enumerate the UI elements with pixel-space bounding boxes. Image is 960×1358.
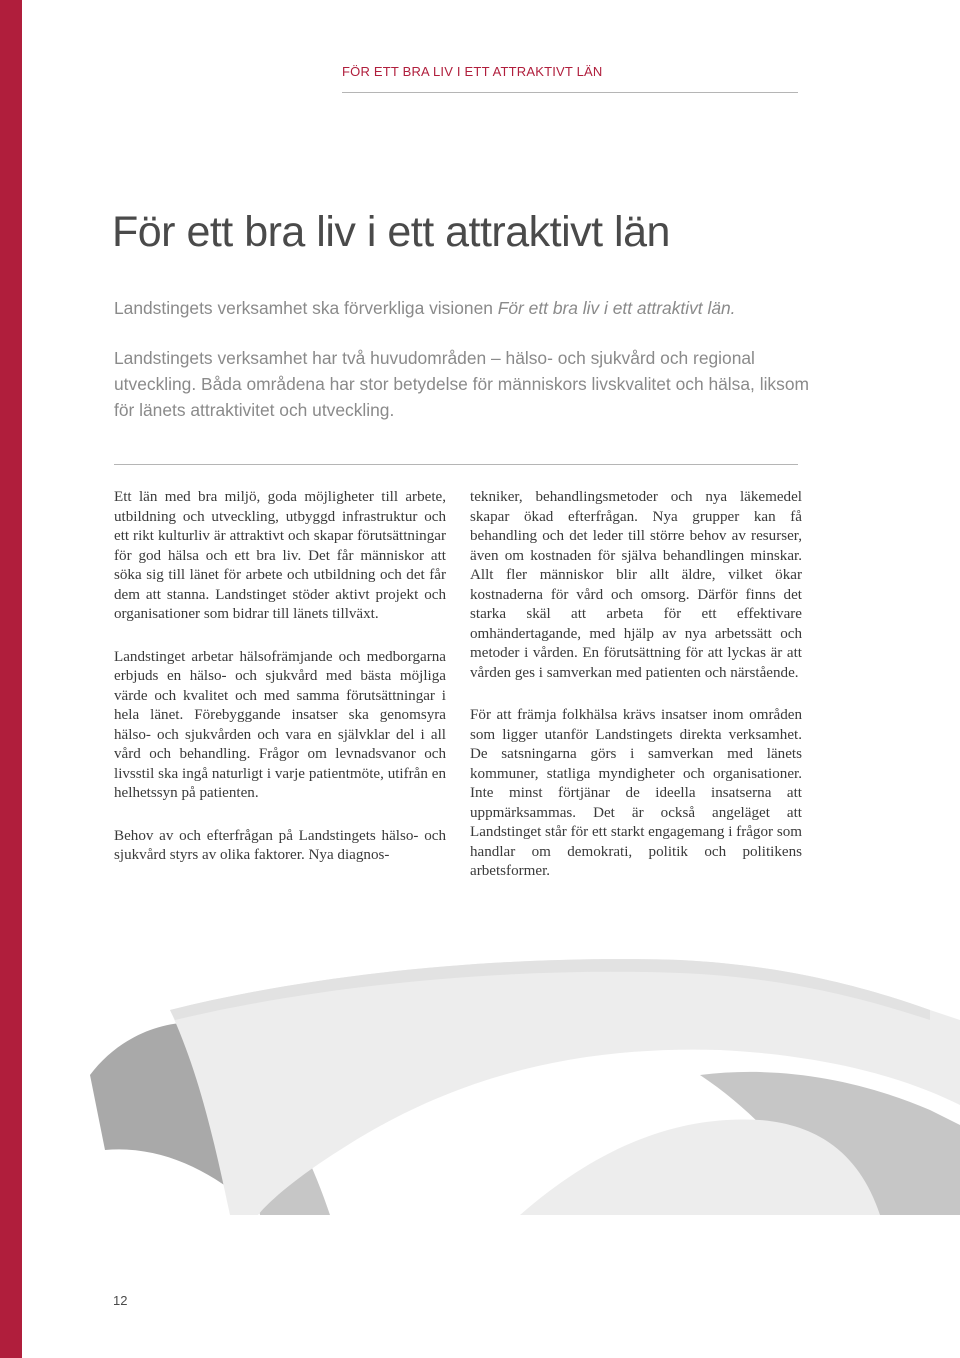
page-number: 12	[113, 1293, 128, 1308]
lead-paragraph-1	[114, 295, 814, 321]
body-paragraph: Landstinget arbetar hälsofrämjande och medborgarna erbjuds en hälso- och sjukvård med bästa möjliga värde och kvalitet och med samma förutsättningar i hela länet. Förebyggande insatser ska genomsyra hälso- och sjukvården och vara en självklar del i all vård och behandling. Frågor om levnadsvanor och livsstil ska ingå naturligt i varje patientmöte, utifrån en helhetssyn på patienten.	[114, 648, 446, 801]
body-column-right	[470, 488, 802, 905]
body-paragraph: tekniker, behandlingsmetoder och nya läkemedel skapar ökad efterfrågan. Nya grupper kan få behandling och det leder till större behov av resurser, även om kostnaden för själva behandlingen minskar. Allt fler människor blir allt äldre, vilket ökar kostnaderna för vård och omsorg. Därför finns det starka skäl att arbeta för ett effektivare omhändertagande, med hjälp av nya arbetssätt och metoder i vården. En förutsättning för att lyckas är att vården ges i samverkan med patienten och närstående.	[470, 489, 802, 681]
body-paragraph: Behov av och efterfrågan på Landstingets hälso- och sjukvård styrs av olika faktorer. Nya diagnos-	[114, 827, 446, 863]
lead-paragraph-2: Landstingets verksamhet har två huvudområden – hälso- och sjukvård och regional utveckling. Båda områdena har stor betydelse för människors livskvalitet och hälsa, liksom för länets attraktivitet och utveckling.	[114, 348, 809, 420]
vision-quote: För ett bra liv i ett attraktivt län.	[497, 298, 736, 318]
body-paragraph: För att främja folkhälsa krävs insatser inom områden som ligger utanför Landstingets direkta verksamhet. De satsningarna görs i samverkan med länets kommuner, statliga myndigheter och organisationer. Inte minst förtjänar de ideella insatserna att uppmärksammas. Det är också angeläget att Landstinget står för ett starkt engagemang i frågor som handlar om demokrati, politik och politikens arbetsformer.	[470, 707, 802, 879]
page-title: För ett bra liv i ett attraktivt län	[112, 208, 670, 256]
body-paragraph: Ett län med bra miljö, goda möjligheter till arbete, utbildning och utveckling, utbyggd infrastruktur och ett rikt kulturliv är attraktivt och skapar förutsättningar för god hälsa och ett bra liv. Det får människor att söka sig till länet för arbete och utbildning och det får dem att stanna. Landstinget stöder aktivt projekt och organisationer som bidrar till länets tillväxt.	[114, 489, 446, 622]
running-header: FÖR ETT BRA LIV I ETT ATTRAKTIVT LÄN	[342, 64, 603, 79]
body-column-left	[114, 488, 446, 889]
header-divider	[342, 92, 798, 93]
lead-1-text: Landstingets verksamhet ska förverkliga visionen	[114, 298, 498, 318]
ribbon-graphic-icon	[0, 915, 960, 1215]
section-divider	[114, 464, 798, 465]
